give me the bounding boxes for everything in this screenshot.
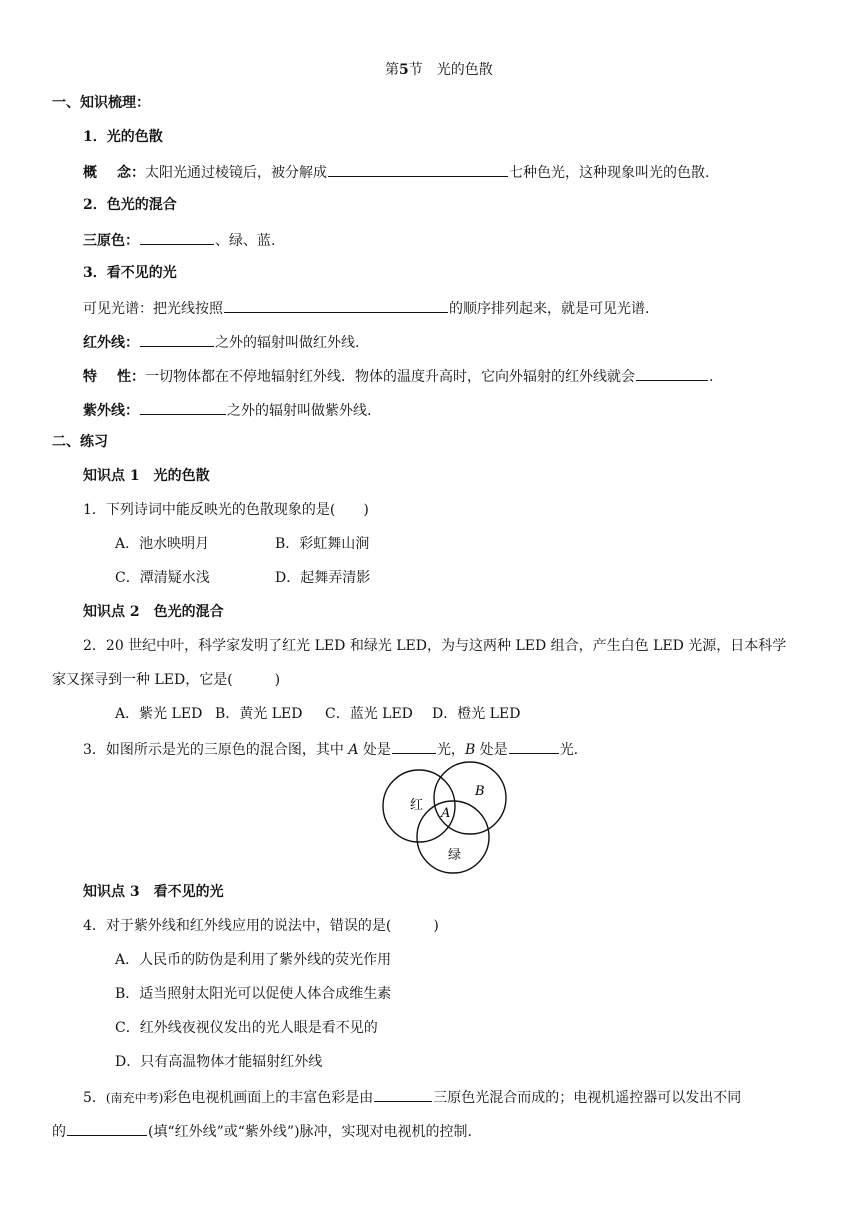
q5-number: 5．	[83, 1090, 106, 1106]
q2-option-d[interactable]: D．橙光 LED	[432, 706, 521, 722]
q3-var-b: B	[464, 742, 476, 758]
title-number: 5	[399, 62, 409, 78]
ultraviolet-blank[interactable]	[140, 399, 226, 415]
label-a: A	[441, 806, 451, 821]
item-1-heading: 1．光的色散	[83, 129, 163, 145]
page-title	[385, 60, 493, 80]
q3-text-mid1: 处是	[358, 742, 391, 758]
infrared-blank[interactable]	[140, 331, 214, 347]
section-heading-1: 一、知识梳理：	[52, 95, 150, 111]
feature-label-a: 特	[83, 369, 97, 385]
visible-text-pre: 可见光谱：把光线按照	[83, 301, 223, 317]
question-5-line-1	[83, 1086, 741, 1108]
item-2-heading: 2．色光的混合	[83, 197, 177, 213]
kp3-name: 看不见的光	[153, 884, 224, 900]
q5-line2-post: (填“红外线”或“紫外线”)脉冲，实现对电视机的控制.	[148, 1124, 473, 1140]
q3-text-mid2: 光，	[436, 742, 465, 758]
q2-option-b[interactable]: B．黄光 LED	[215, 706, 303, 722]
question-3-stem	[83, 738, 578, 760]
concept-label-b: 念：	[117, 165, 145, 181]
kp3-label: 知识点 3	[83, 884, 140, 900]
title-name: 光的色散	[436, 62, 493, 78]
concept-text-post: 七种色光，这种现象叫光的色散.	[509, 165, 710, 181]
q1-option-a[interactable]: A．池水映明月	[115, 536, 210, 552]
q1-option-c[interactable]: C．潭清疑水浅	[115, 570, 210, 586]
visible-blank[interactable]	[224, 297, 448, 313]
question-4-stem: 4．对于紫外线和红外线应用的说法中，错误的是( )	[83, 918, 439, 934]
q5-blank-1[interactable]	[374, 1086, 432, 1102]
q5-source: (南充中考)	[105, 1091, 164, 1105]
label-b: B	[475, 784, 485, 799]
q5-text-post: 三原色光混合而成的；电视机遥控器可以发出不同	[433, 1090, 742, 1106]
kp1-label: 知识点 1	[83, 468, 140, 484]
label-red: 红	[410, 798, 424, 813]
title-chapter: 第	[385, 62, 399, 78]
item-3-heading: 3．看不见的光	[83, 265, 177, 281]
concept-label-a: 概	[83, 165, 97, 181]
question-1-stem: 1．下列诗词中能反映光的色散现象的是( )	[83, 502, 369, 518]
q3-blank-b[interactable]	[509, 738, 559, 754]
q3-text-pre: 3．如图所示是光的三原色的混合图，其中	[83, 742, 349, 758]
label-green: 绿	[448, 848, 462, 863]
infrared-line	[83, 331, 359, 353]
kp2-label: 知识点 2	[83, 604, 140, 620]
q3-blank-a[interactable]	[392, 738, 436, 754]
infrared-label: 红外线：	[83, 335, 139, 351]
q5-blank-2[interactable]	[67, 1120, 147, 1136]
q2-option-c[interactable]: C．蓝光 LED	[325, 706, 413, 722]
knowledge-point-3	[83, 882, 224, 902]
concept-blank[interactable]	[328, 161, 508, 177]
feature-blank[interactable]	[636, 365, 708, 381]
feature-text-post: .	[709, 369, 714, 385]
kp2-name: 色光的混合	[153, 604, 224, 620]
visible-text-post: 的顺序排列起来，就是可见光谱.	[449, 301, 650, 317]
knowledge-point-1	[83, 466, 210, 486]
ultraviolet-label: 紫外线：	[83, 403, 139, 419]
q4-option-a[interactable]: A．人民币的防伪是利用了紫外线的荧光作用	[115, 952, 392, 968]
feature-text-pre: 一切物体都在不停地辐射红外线．物体的温度升高时，它向外辐射的红外线就会	[145, 369, 635, 385]
question-2-line-1: 2．20 世纪中叶，科学家发明了红光 LED 和绿光 LED，为与这两种 LED 组合，产生白色 LED 光源，日本科学	[83, 638, 787, 654]
feature-label-b: 性：	[117, 369, 145, 385]
q3-var-a: A	[348, 742, 359, 758]
q3-text-post: 光.	[559, 742, 579, 758]
concept-text-pre: 太阳光通过棱镜后，被分解成	[145, 165, 327, 181]
concept-line	[83, 161, 709, 183]
q4-option-b[interactable]: B．适当照射太阳光可以促使人体合成维生素	[115, 986, 392, 1002]
primary-label: 三原色：	[83, 233, 139, 249]
q3-text-mid3: 处是	[475, 742, 508, 758]
primary-blank[interactable]	[140, 229, 214, 245]
blue-circle	[434, 762, 506, 834]
q1-option-b[interactable]: B．彩虹舞山涧	[275, 536, 370, 552]
title-section: 节	[408, 62, 423, 78]
primary-text-post: 、绿、蓝.	[215, 233, 276, 249]
infrared-text-post: 之外的辐射叫做红外线.	[215, 335, 360, 351]
three-primary-colors-diagram	[370, 758, 520, 878]
section-heading-2: 二、练习	[52, 434, 108, 450]
question-5-line-2	[52, 1120, 472, 1142]
q1-option-d[interactable]: D．起舞弄清影	[275, 570, 371, 586]
kp1-name: 光的色散	[153, 468, 210, 484]
q5-line2-pre: 的	[52, 1124, 66, 1140]
q4-option-d[interactable]: D．只有高温物体才能辐射红外线	[115, 1054, 323, 1070]
q2-option-a[interactable]: A．紫光 LED	[115, 706, 203, 722]
visible-spectrum-line	[83, 297, 649, 319]
ultraviolet-line	[83, 399, 371, 421]
feature-line	[83, 365, 713, 387]
primary-colors-line	[83, 229, 275, 251]
ultraviolet-text-post: 之外的辐射叫做紫外线.	[227, 403, 372, 419]
q5-text-pre: 彩色电视机画面上的丰富色彩是由	[163, 1090, 374, 1106]
knowledge-point-2	[83, 602, 224, 622]
question-2-line-2: 家又探寻到一种 LED，它是( )	[52, 672, 281, 688]
q4-option-c[interactable]: C．红外线夜视仪发出的光人眼是看不见的	[115, 1020, 378, 1036]
